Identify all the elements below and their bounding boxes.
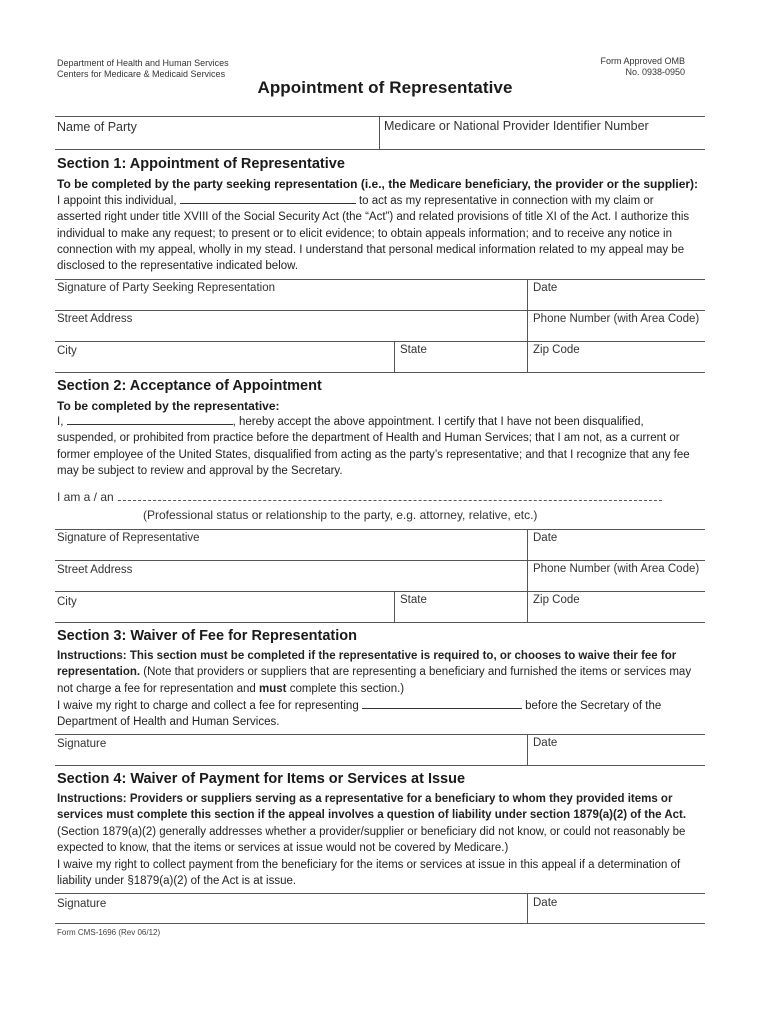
section3-instructions [57,648,697,697]
top-fields-border [55,116,705,117]
s2-row3-top [55,591,705,592]
omb-line-1: Form Approved OMB [600,56,685,66]
identifier-label[interactable]: Medicare or National Provider Identifier Number [384,119,649,133]
section3-waive-b: before the Secretary of the [525,700,662,712]
section2-title: Section 2: Acceptance of Appointment [57,378,322,394]
section3-waive-c: Department of Health and Human Services. [57,716,280,729]
s4-date-label[interactable]: Date [533,897,558,909]
name-of-party-label[interactable]: Name of Party [57,120,137,134]
section1-text-b: to act as my representative in connection with my claim or [358,195,654,207]
section2-text-a: , hereby accept the above appointment. I certify that I have not been disqualified, [232,416,644,428]
section1-text-c: asserted right under title XVIII of the Social Security Act (the “Act”) and related provisions of title XI of the Act. I authorize this individual to make any request; to present or to elicit evidence; to obtain appeals information; and to receive any notice in connection with my appeal, wholly in my stead. I understand that personal medical information related to my appeal may be disclosed to the representative indicated below. [57,211,690,273]
section2-text-i: I, [57,416,64,428]
section4-waiver: I waive my right to collect payment from the beneficiary for the items or services at issue in this appeal if a determination of liability under §1879(a)(2) of the Act is at issue. [57,859,681,888]
s3-signature-label[interactable]: Signature [57,738,107,750]
section2-subtitle: To be completed by the representative: [57,399,280,413]
s1-street-label[interactable]: Street Address [57,313,133,325]
form-number-footer: Form CMS-1696 (Rev 06/12) [57,928,161,937]
s1-right-divider [527,279,528,372]
s3-bottom [55,765,705,766]
s1-row2-top [55,310,705,311]
omb-line-2: No. 0938-0950 [625,67,685,77]
s1-city-label[interactable]: City [57,345,77,357]
agency-line-2: Centers for Medicare & Medicaid Services [57,69,226,79]
s4-divider [527,893,528,923]
s2-date-label[interactable]: Date [533,532,558,544]
section4-title: Section 4: Waiver of Payment for Items or Services at Issue [57,771,466,787]
section3-waive-a: I waive my right to charge and collect a fee for representing [57,700,359,712]
section3-waiver [57,698,697,731]
section4-instructions [57,791,697,856]
s2-street-label[interactable]: Street Address [57,564,133,576]
s2-row1-top [55,529,705,530]
s4-signature-label[interactable]: Signature [57,898,107,910]
s1-bottom [55,372,705,373]
section3-title: Section 3: Waiver of Fee for Representation [57,628,357,644]
agency-line-1: Department of Health and Human Services [57,58,229,68]
s3-divider [527,734,528,765]
agency-block [57,58,229,80]
s4-row-top [55,893,705,894]
section1-subtitle: To be completed by the party seeking representation (i.e., the Medicare beneficiary, the provider or the supplier): [57,177,699,191]
s2-right-divider [527,529,528,622]
s1-state-label[interactable]: State [400,344,427,356]
s2-signature-label[interactable]: Signature of Representative [57,532,200,544]
s2-row2-top [55,560,705,561]
s3-date-label[interactable]: Date [533,737,558,749]
page-title: Appointment of Representative [257,78,513,97]
top-fields-divider [379,116,380,149]
s3-row-top [55,734,705,735]
section4-instr-b: (Section 1879(a)(2) generally addresses whether a provider/supplier or beneficiary did not know, or could not reasonably be expected to know, that the items or services at issue would not be covered by Medicare.) [57,825,686,854]
s2-state-divider [394,591,395,622]
omb-block [600,56,685,78]
s1-phone-label[interactable]: Phone Number (with Area Code) [533,313,700,325]
s4-bottom [55,923,705,924]
section4-instr-bold: Instructions: Providers or suppliers serving as a representative for a beneficiary to whom they provided items or services must complete this section if the appeal involves a question of liability under section 1879(a)(2) of the Act. [57,793,687,822]
top-fields-bottom-border [55,149,705,150]
section3-note-b: complete this section.) [286,682,405,695]
s1-signature-label[interactable]: Signature of Party Seeking Representation [57,282,275,294]
s1-row1-top [55,279,705,280]
s2-city-label[interactable]: City [57,596,77,608]
section3-note-must: must [259,682,287,695]
s1-date-label[interactable]: Date [533,282,558,294]
section1-text [57,193,697,274]
s1-state-divider [394,341,395,372]
professional-status-line[interactable] [118,500,662,501]
section1-title: Section 1: Appointment of Representative [57,156,345,172]
section1-text-a: I appoint this individual, [57,195,177,207]
section2-text-b: suspended, or prohibited from practice before the department of Health and Human Services; that I am not, as a current or former employee of the United States, disqualified from acting as the party’s representative; and that I recognize that any fee may be subject to review and approval by the Secretary. [57,432,690,477]
s2-phone-label[interactable]: Phone Number (with Area Code) [533,563,700,575]
s2-bottom [55,622,705,623]
s2-state-label[interactable]: State [400,594,427,606]
professional-status-hint: (Professional status or relationship to the party, e.g. attorney, relative, etc.) [143,508,538,522]
section3-note-a: (Note that providers or suppliers that are representing a beneficiary and furnished the items or services may not charge a fee for representation and [57,666,692,695]
s1-row3-top [55,341,705,342]
representative-name-line[interactable] [180,194,356,204]
section3-instr-bold: Instructions: This section must be completed if the representative is required to, or chooses to waive their fee for representation. [57,650,677,679]
iama-label: I am a / an [57,490,114,504]
s1-zip-label[interactable]: Zip Code [533,344,580,356]
section2-text [57,414,697,479]
represented-party-line[interactable] [362,699,522,709]
representative-self-name-line[interactable] [67,415,233,425]
s2-zip-label[interactable]: Zip Code [533,594,580,606]
